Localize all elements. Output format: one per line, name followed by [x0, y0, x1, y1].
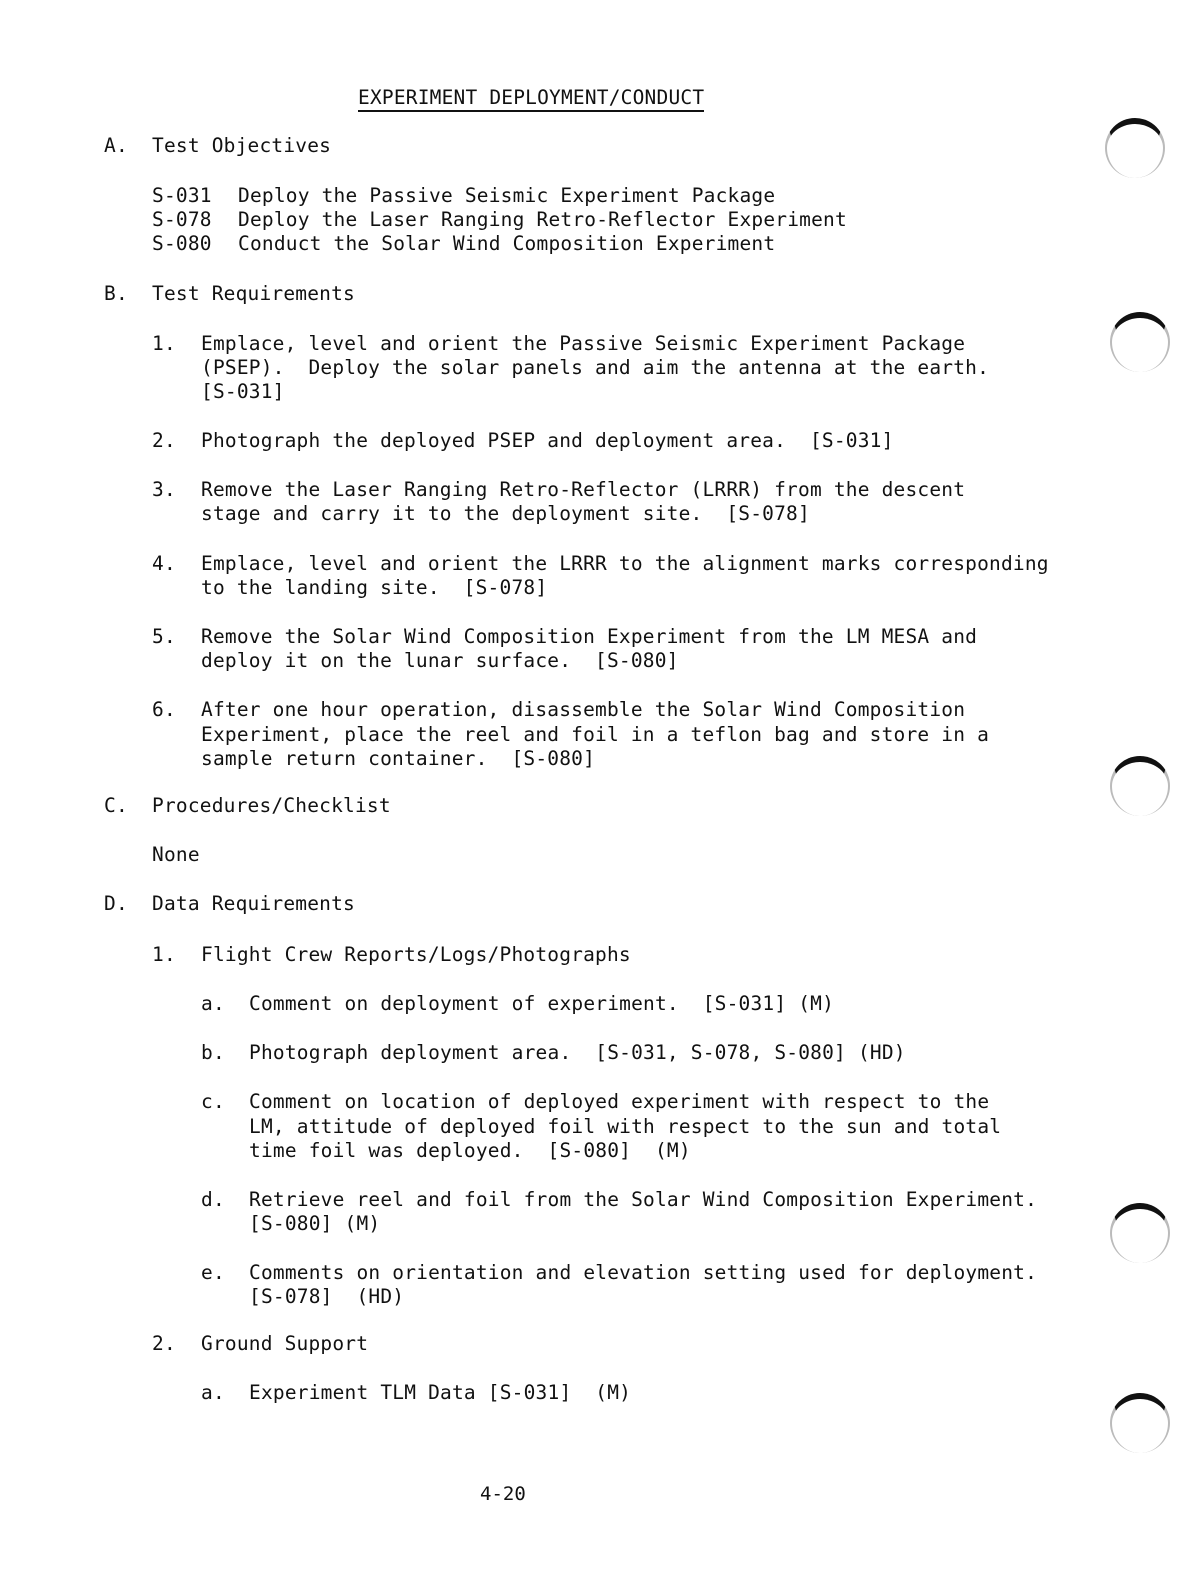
data-item-letter: e. — [201, 1261, 225, 1284]
data-item-line: Retrieve reel and foil from the Solar Wind Composition Experiment. — [249, 1188, 1038, 1211]
section-d-letter: D. — [104, 892, 128, 915]
requirement-line: stage and carry it to the deployment site. [S-078] — [201, 502, 810, 525]
data-item-line: Comment on deployment of experiment. [S-031] (M) — [249, 992, 835, 1015]
requirement-number: 4. — [152, 552, 176, 575]
subsection-number: 2. — [152, 1332, 176, 1355]
objective-text: Deploy the Passive Seismic Experiment Package — [238, 184, 776, 207]
subsection-heading: Ground Support — [201, 1332, 369, 1355]
requirement-line: Emplace, level and orient the LRRR to the alignment marks corresponding — [201, 552, 1049, 575]
data-item-line: time foil was deployed. [S-080] (M) — [249, 1139, 691, 1162]
requirement-line: Emplace, level and orient the Passive Seismic Experiment Package — [201, 332, 966, 355]
requirement-line: (PSEP). Deploy the solar panels and aim the antenna at the earth. — [201, 356, 990, 379]
requirement-line: Photograph the deployed PSEP and deployment area. [S-031] — [201, 429, 894, 452]
punch-hole-icon — [1110, 1393, 1170, 1453]
page-title: EXPERIMENT DEPLOYMENT/CONDUCT — [358, 86, 704, 112]
data-item-line: LM, attitude of deployed foil with respect to the sun and total — [249, 1115, 1002, 1138]
data-item-line: [S-078] (HD) — [249, 1285, 405, 1308]
objective-code: S-078 — [152, 208, 212, 231]
objective-code: S-080 — [152, 232, 212, 255]
requirement-line: Remove the Solar Wind Composition Experiment from the LM MESA and — [201, 625, 978, 648]
requirement-line: Experiment, place the reel and foil in a teflon bag and store in a — [201, 723, 990, 746]
subsection-heading: Flight Crew Reports/Logs/Photographs — [201, 943, 631, 966]
page-number: 4-20 — [480, 1483, 526, 1505]
punch-hole-icon — [1105, 118, 1165, 178]
objective-code: S-031 — [152, 184, 212, 207]
requirement-number: 3. — [152, 478, 176, 501]
punch-hole-icon — [1110, 1203, 1170, 1263]
section-a-heading: Test Objectives — [152, 134, 332, 157]
section-c-body: None — [152, 843, 200, 866]
data-item-letter: d. — [201, 1188, 225, 1211]
requirement-line: After one hour operation, disassemble the Solar Wind Composition — [201, 698, 966, 721]
section-c-letter: C. — [104, 794, 128, 817]
data-item-letter: a. — [201, 992, 225, 1015]
requirement-line: sample return container. [S-080] — [201, 747, 596, 770]
objective-text: Deploy the Laser Ranging Retro-Reflector Experiment — [238, 208, 847, 231]
punch-hole-icon — [1110, 756, 1170, 816]
data-item-letter: a. — [201, 1381, 225, 1404]
data-item-letter: c. — [201, 1090, 225, 1113]
data-item-line: Photograph deployment area. [S-031, S-078, S-080] (HD) — [249, 1041, 906, 1064]
data-item-line: Comment on location of deployed experiment with respect to the — [249, 1090, 990, 1113]
requirement-number: 1. — [152, 332, 176, 355]
requirement-number: 6. — [152, 698, 176, 721]
requirement-number: 2. — [152, 429, 176, 452]
section-d-heading: Data Requirements — [152, 892, 355, 915]
requirement-line: Remove the Laser Ranging Retro-Reflector (LRRR) from the descent — [201, 478, 966, 501]
punch-hole-icon — [1110, 312, 1170, 372]
data-item-line: Experiment TLM Data [S-031] (M) — [249, 1381, 632, 1404]
section-b-heading: Test Requirements — [152, 282, 355, 305]
data-item-line: Comments on orientation and elevation setting used for deployment. — [249, 1261, 1038, 1284]
data-item-letter: b. — [201, 1041, 225, 1064]
section-b-letter: B. — [104, 282, 128, 305]
section-c-heading: Procedures/Checklist — [152, 794, 391, 817]
requirement-line: deploy it on the lunar surface. [S-080] — [201, 649, 679, 672]
requirement-line: [S-031] — [201, 380, 285, 403]
requirement-number: 5. — [152, 625, 176, 648]
subsection-number: 1. — [152, 943, 176, 966]
section-a-letter: A. — [104, 134, 128, 157]
requirement-line: to the landing site. [S-078] — [201, 576, 548, 599]
data-item-line: [S-080] (M) — [249, 1212, 381, 1235]
objective-text: Conduct the Solar Wind Composition Experiment — [238, 232, 776, 255]
